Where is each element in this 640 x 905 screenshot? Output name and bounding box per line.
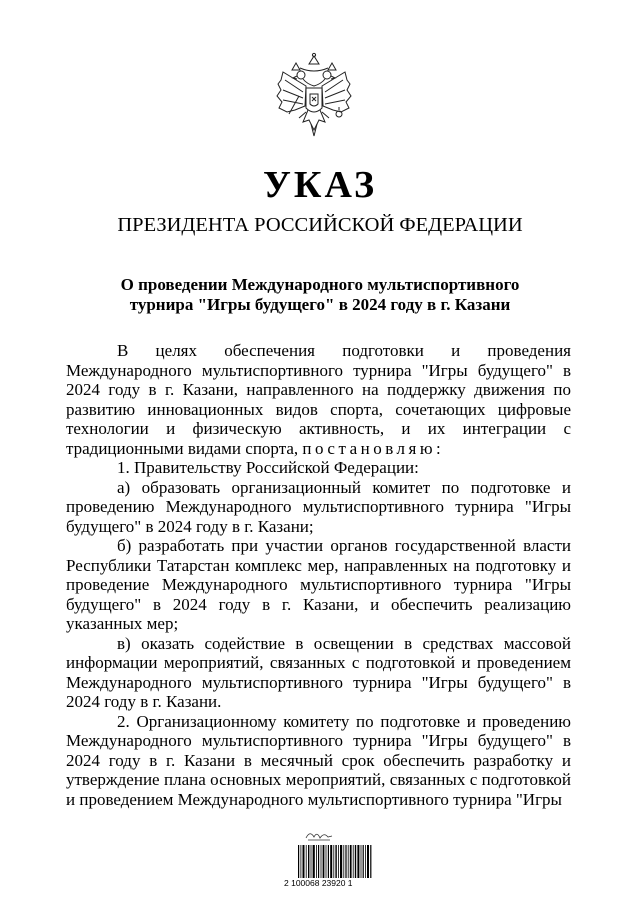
paragraph-intro (66, 341, 571, 458)
intro-text: В целях обеспечения подготовки и проведения Международного мультиспортивного турнира "Игры будущего" в 2024 году в г. Казани, направленного на поддержку движения по развитию инновационных видов спорта, сочетающих цифровые технологии и физическую активность, и их интеграции с традиционными видами спорта, (66, 341, 571, 458)
document-title: УКАЗ (263, 164, 377, 206)
subject-line: турнира "Игры будущего" в 2024 году в г. Казани (129, 294, 511, 314)
decree-body (66, 341, 571, 809)
paragraph-item-1c: в) оказать содействие в освещении в средствах массовой информации мероприятий, связанных с подготовкой и проведением Международного мультиспортивного турнира "Игры будущего" в 2024 году в г. Казани. (66, 633, 571, 711)
paragraph-item-1: 1. Правительству Российской Федерации: (117, 458, 419, 477)
barcode-number: 2 100068 23920 1 (284, 878, 353, 888)
decree-subject (90, 275, 550, 314)
paragraph-item-1b: б) разработать при участии органов государственной власти Республики Татарстан комплекс мер, направленных на подготовку и проведение Международного мультиспортивного турнира "Игры будущего" в 2024 году в г. Казани, и обеспечить реализацию указанных мер; (66, 536, 571, 633)
subject-line: О проведении Международного мультиспортивного (120, 275, 520, 294)
registration-stamp-icon (304, 828, 334, 842)
paragraph-item-2: 2. Организационному комитету по подготовке и проведению Международного мультиспортивного турнира "Игры будущего" в 2024 году в г. Казани в месячный срок обеспечить разработку и утверждение плана основных мероприятий, связанных с подготовкой и проведением Международного мультиспортивного турнира "Игры (66, 711, 571, 809)
paragraph-item-1a: а) образовать организационный комитет по подготовке и проведению Международного мультиспортивного турнира "Игры будущего" в 2024 году в г. Казани; (66, 477, 571, 536)
decree-word: постановляю: (302, 438, 445, 458)
document-subtitle: ПРЕЗИДЕНТА РОССИЙСКОЙ ФЕДЕРАЦИИ (117, 214, 523, 236)
russian-coat-of-arms-icon (273, 50, 355, 146)
barcode-icon (298, 845, 372, 878)
